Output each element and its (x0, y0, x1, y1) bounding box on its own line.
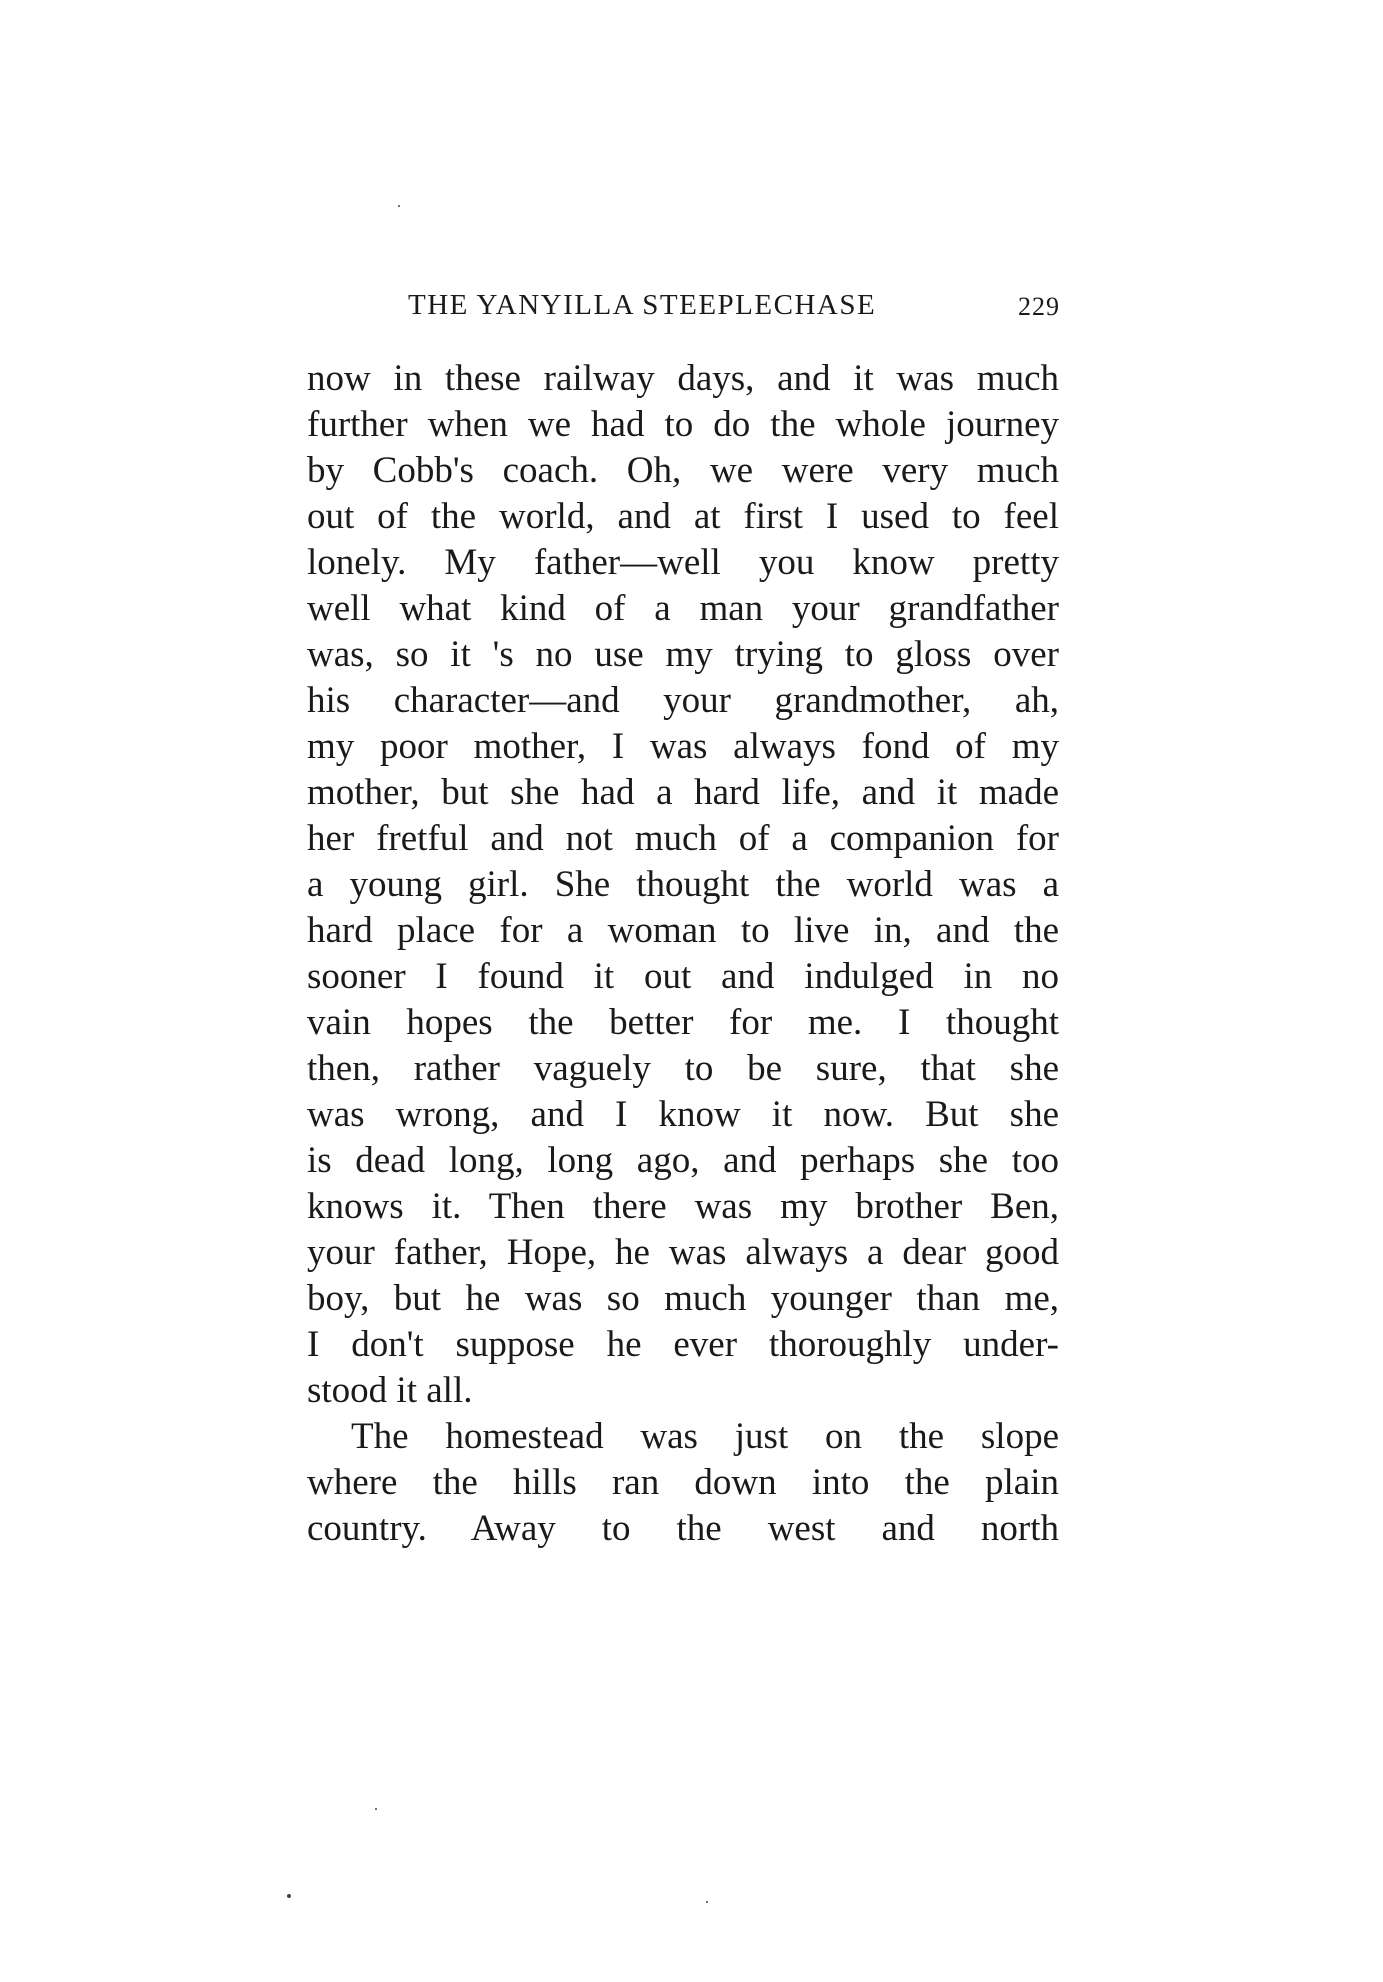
text-line: well what kind of a man your grandfather (307, 588, 1059, 629)
text-line: sooner I found it out and indulged in no (307, 956, 1059, 997)
text-line: by Cobb's coach. Oh, we were very much (307, 450, 1059, 491)
text-line: lonely. My father—well you know pretty (307, 542, 1059, 583)
scan-speck (287, 1894, 291, 1898)
scan-speck (375, 1808, 377, 1810)
page-number: 229 (1018, 292, 1060, 321)
text-line: country. Away to the west and north (307, 1508, 1059, 1549)
text-line: now in these railway days, and it was much (307, 358, 1059, 399)
text-line-paragraph-end: stood it all. (307, 1370, 473, 1411)
text-line: hard place for a woman to live in, and the (307, 910, 1059, 951)
scan-speck (706, 1901, 708, 1903)
body-text (307, 356, 1059, 1552)
scan-speck (398, 205, 400, 207)
text-line: boy, but he was so much younger than me, (307, 1278, 1059, 1319)
text-line: I don't suppose he ever thoroughly under- (307, 1324, 1059, 1365)
text-line: my poor mother, I was always fond of my (307, 726, 1059, 767)
text-line: mother, but she had a hard life, and it made (307, 772, 1059, 813)
text-line: where the hills ran down into the plain (307, 1462, 1059, 1503)
text-line-paragraph-start: The homestead was just on the slope (351, 1416, 1059, 1457)
text-line: your father, Hope, he was always a dear good (307, 1232, 1059, 1273)
text-line: out of the world, and at first I used to feel (307, 496, 1059, 537)
text-line: his character—and your grandmother, ah, (307, 680, 1059, 721)
text-line: vain hopes the better for me. I thought (307, 1002, 1059, 1043)
text-line: then, rather vaguely to be sure, that she (307, 1048, 1059, 1089)
text-line: is dead long, long ago, and perhaps she too (307, 1140, 1059, 1181)
text-line: was wrong, and I know it now. But she (307, 1094, 1059, 1135)
text-line: a young girl. She thought the world was a (307, 864, 1059, 905)
text-line: knows it. Then there was my brother Ben, (307, 1186, 1059, 1227)
text-line: further when we had to do the whole journey (307, 404, 1059, 445)
text-line: was, so it 's no use my trying to gloss over (307, 634, 1059, 675)
running-head (408, 285, 1060, 325)
running-head-title: THE YANYILLA STEEPLECHASE (408, 289, 877, 321)
text-line: her fretful and not much of a companion for (307, 818, 1059, 859)
